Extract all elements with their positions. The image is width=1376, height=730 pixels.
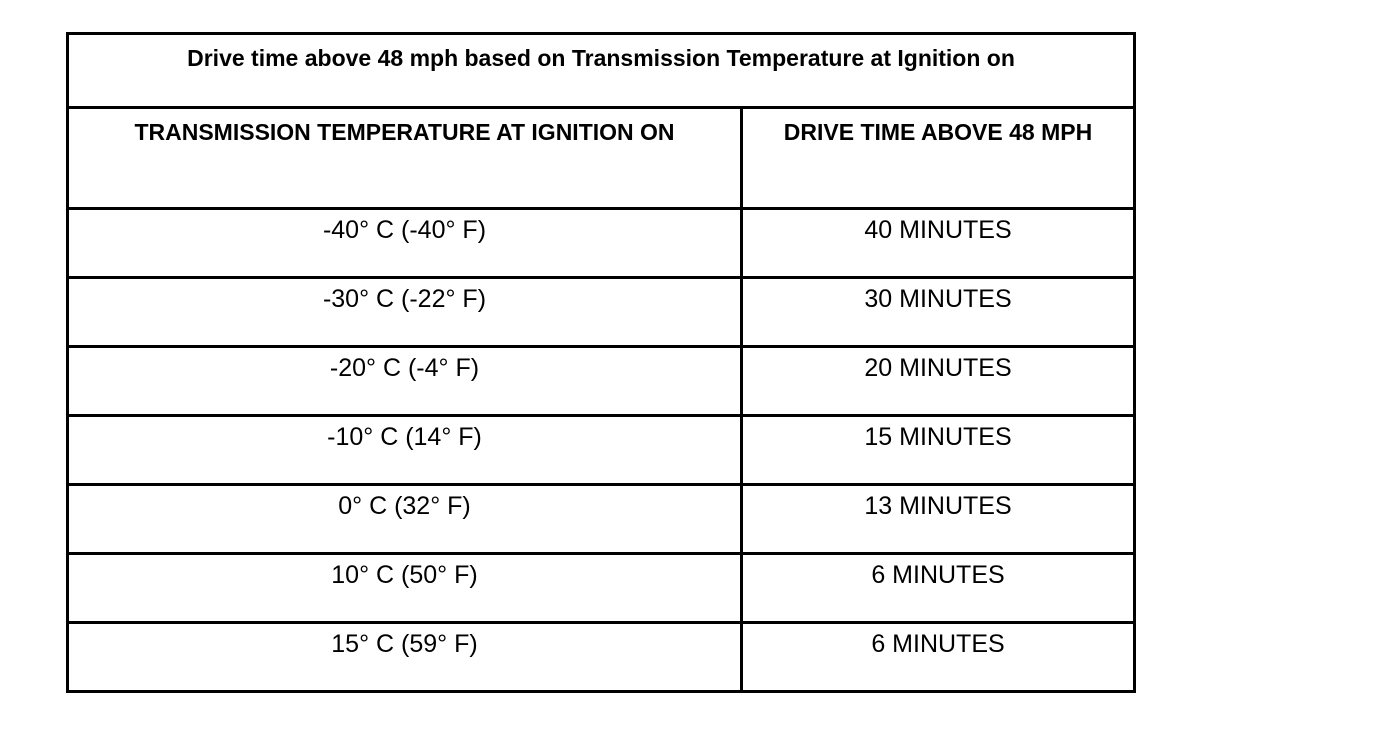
table-row	[68, 209, 1135, 278]
header-temperature: TRANSMISSION TEMPERATURE AT IGNITION ON	[68, 108, 742, 209]
drive-time-cell: 20 MINUTES	[742, 347, 1135, 416]
temperature-cell: -40° C (-40° F)	[68, 209, 742, 278]
temperature-cell: 0° C (32° F)	[68, 485, 742, 554]
drive-time-cell: 13 MINUTES	[742, 485, 1135, 554]
drive-time-cell: 15 MINUTES	[742, 416, 1135, 485]
table-row	[68, 347, 1135, 416]
header-drive-time: DRIVE TIME ABOVE 48 MPH	[742, 108, 1135, 209]
drive-time-table	[66, 32, 1136, 693]
temperature-cell: 15° C (59° F)	[68, 623, 742, 692]
table-row	[68, 278, 1135, 347]
header-row	[68, 108, 1135, 209]
drive-time-cell: 30 MINUTES	[742, 278, 1135, 347]
table-row	[68, 485, 1135, 554]
table-title: Drive time above 48 mph based on Transmission Temperature at Ignition on	[68, 34, 1135, 108]
drive-time-cell: 6 MINUTES	[742, 554, 1135, 623]
table-row	[68, 554, 1135, 623]
temperature-cell: -30° C (-22° F)	[68, 278, 742, 347]
temperature-cell: -10° C (14° F)	[68, 416, 742, 485]
drive-time-cell: 6 MINUTES	[742, 623, 1135, 692]
title-row	[68, 34, 1135, 108]
table-row	[68, 416, 1135, 485]
temperature-cell: 10° C (50° F)	[68, 554, 742, 623]
temperature-cell: -20° C (-4° F)	[68, 347, 742, 416]
table-row	[68, 623, 1135, 692]
drive-time-cell: 40 MINUTES	[742, 209, 1135, 278]
